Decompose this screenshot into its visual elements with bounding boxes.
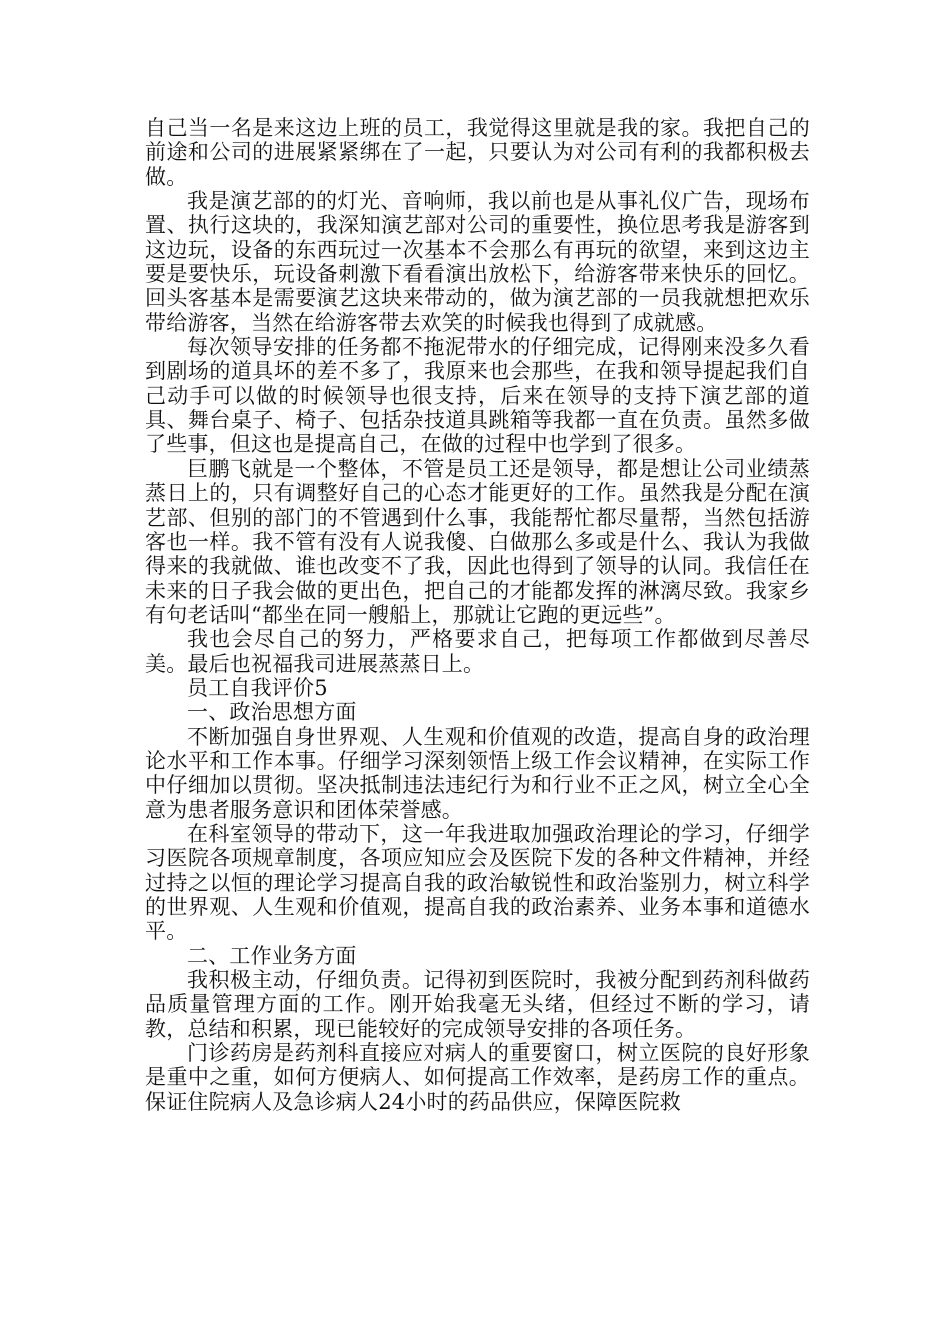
- subheading-political: 一、政治思想方面: [187, 700, 357, 725]
- paragraph-12: 门诊药房是药剂科直接应对病人的重要窗口，树立医院的良好形象是重中之重，如何方便病人、如何提高工作效率，是药房工作的重点。保证住院病人及急诊病人24小时的药品供应，保障医院救: [145, 1041, 810, 1114]
- section-heading-5: 员工自我评价5: [187, 675, 328, 700]
- paragraph-3: 每次领导安排的任务都不拖泥带水的仔细完成，记得刚来没多久看到剧场的道具坏的差不多了，我原来也会那些，在我和领导提起我们自己动手可以做的时候领导也很支持，后来在领导的支持下演艺部的道具、舞台桌子、椅子、包括杂技道具跳箱等我都一直在负责。虽然多做了些事，但这也是提高自己，在做的过程中也学到了很多。: [145, 335, 810, 457]
- paragraph-2: 我是演艺部的的灯光、音响师，我以前也是从事礼仪广告，现场布置、执行这块的，我深知演艺部对公司的重要性，换位思考我是游客到这边玩，设备的东西玩过一次基本不会那么有再玩的欲望，来到这边主要是要快乐，玩设备刺激下看看演出放松下，给游客带来快乐的回忆。回头客基本是需要演艺这块来带动的，做为演艺部的一员我就想把欢乐带给游客，当然在给游客带去欢笑的时候我也得到了成就感。: [145, 189, 810, 335]
- paragraph-1: 自己当一名是来这边上班的员工，我觉得这里就是我的家。我把自己的前途和公司的进展紧紧绑在了一起，只要认为对公司有利的我都积极去做。: [145, 116, 810, 189]
- paragraph-5: 我也会尽自己的努力，严格要求自己，把每项工作都做到尽善尽美。最后也祝福我司进展蒸蒸日上。: [145, 627, 810, 676]
- paragraph-8: 不断加强自身世界观、人生观和价值观的改造，提高自身的政治理论水平和工作本事。仔细学习深刻领悟上级工作会议精神，在实际工作中仔细加以贯彻。坚决抵制违法违纪行为和行业不正之风，树立全心全意为患者服务意识和团体荣誉感。: [145, 724, 810, 822]
- paragraph-4: 巨鹏飞就是一个整体，不管是员工还是领导，都是想让公司业绩蒸蒸日上的，只有调整好自己的心态才能更好的工作。虽然我是分配在演艺部、但别的部门的不管遇到什么事，我能帮忙都尽量帮，当然包括游客也一样。我不管有没有人说我傻、白做那么多或是什么、我认为我做得来的我就做、谁也改变不了我，因此也得到了领导的认同。我信任在未来的日子我会做的更出色，把自己的才能都发挥的淋漓尽致。我家乡有句老话叫“都坐在同一艘船上，那就让它跑的更远些”。: [145, 456, 810, 627]
- subheading-work: 二、工作业务方面: [187, 943, 357, 968]
- document-body: [145, 116, 810, 1114]
- paragraph-9: 在科室领导的带动下，这一年我进取加强政治理论的学习，仔细学习医院各项规章制度，各项应知应会及医院下发的各种文件精神，并经过持之以恒的理论学习提高自我的政治敏锐性和政治鉴别力，树立科学的世界观、人生观和价值观，提高自我的政治素养、业务本事和道德水平。: [145, 821, 810, 944]
- paragraph-11: 我积极主动，仔细负责。记得初到医院时，我被分配到药剂科做药品质量管理方面的工作。刚开始我毫无头绪，但经过不断的学习，请教，总结和积累，现已能较好的完成领导安排的各项任务。: [145, 968, 810, 1041]
